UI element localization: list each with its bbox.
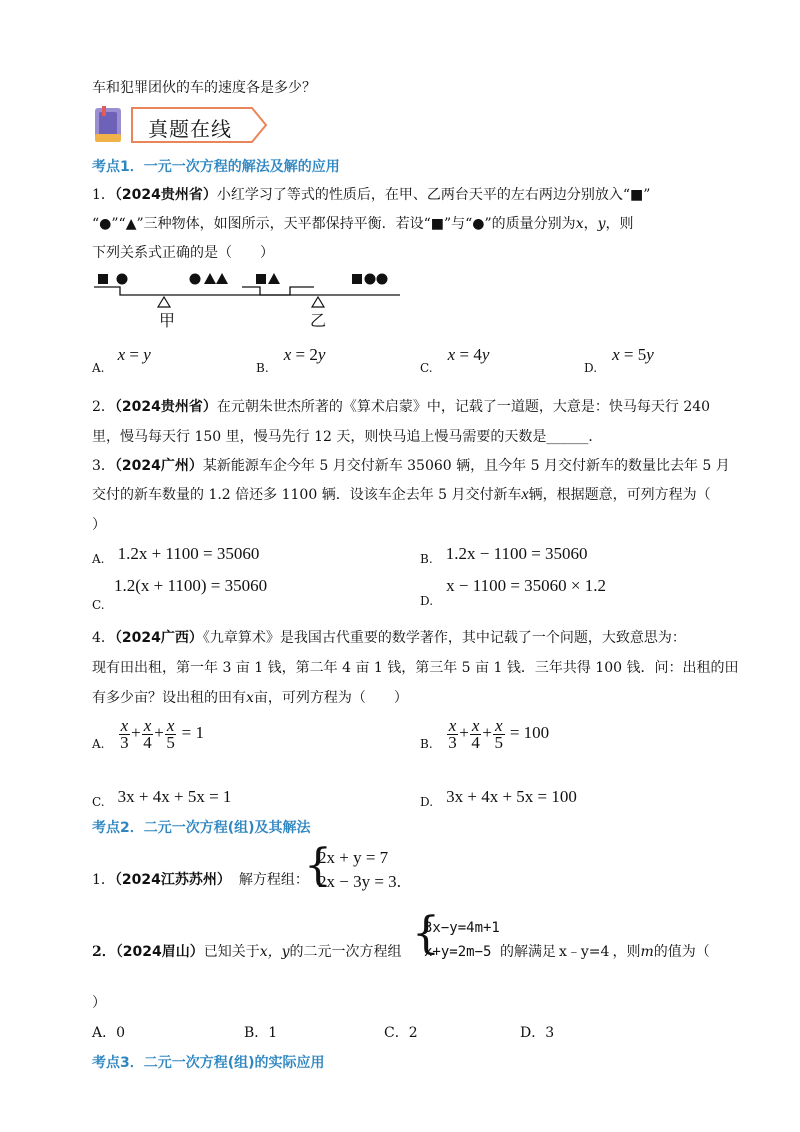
circle-shape: [365, 274, 376, 285]
k2-q2-option-b[interactable]: B．1: [244, 1025, 278, 1041]
q4-line3: 有多少亩？设出租的田有x亩，可列方程为（ ）: [92, 690, 408, 706]
triangle-shape: [204, 273, 216, 284]
balance-beam-a: [94, 287, 314, 295]
q1-option-c[interactable]: $_{C.}$ x = 4y: [420, 345, 490, 375]
q1-option-a[interactable]: $_{A.}$ x = y: [92, 345, 151, 375]
k2-q2-stem-b: 的解满足 x﹣y=4 ，则m的值为（: [500, 944, 710, 960]
system-eq2: x+y=2m−5: [424, 944, 492, 960]
fulcrum-b: [312, 297, 324, 307]
q1-line1: 1．（2024贵州省）小红学习了等式的性质后，在甲、乙两台天平的左右两边分别放入“■”: [92, 187, 651, 203]
q3-line3: ）: [92, 517, 106, 533]
q4-option-d[interactable]: $_{D.}$ 3x + 4x + 5x = 100: [420, 787, 577, 809]
q3-line1: 3．（2024广州）某新能源车企今年 5 月交付新车 35060 辆，且今年 5 月交付新车的数量比去年 5 月: [92, 458, 730, 474]
triangle-shape: [216, 273, 228, 284]
k2-q2-option-c[interactable]: C．2: [384, 1025, 418, 1041]
square-shape: [256, 274, 266, 284]
q4-line1: 4．（2024广西）《九章算术》是我国古代重要的数学著作，其中记载了一个问题，大致意思为：: [92, 630, 686, 646]
continued-question-line: 车和犯罪团伙的车的速度各是多少？: [92, 80, 316, 96]
k2-q2-option-d[interactable]: D．3: [520, 1025, 555, 1041]
q2-line2: 里，慢马每天行 150 里，慢马先行 12 天，则快马追上慢马需要的天数是______．: [92, 429, 603, 445]
q1-option-b[interactable]: $_{B.}$ x = 2y: [256, 345, 326, 375]
q3-option-c[interactable]: 1.2(x + 1100) = 35060 C.: [92, 576, 268, 612]
square-shape: [98, 274, 108, 284]
q3-option-a[interactable]: $_{A.}$ 1.2x + 1100 = 35060: [92, 544, 260, 566]
q4-line2: 现有田出租，第一年 3 亩 1 钱，第二年 4 亩 1 钱，第三年 5 亩 1 钱．三年共得 100 钱．问：出租的田: [92, 660, 739, 676]
q4-option-a[interactable]: $_{A.}$ $\frac{x}{3}$ + $\frac{x}{4}$ + $\frac{x}{5}$ = 1: [92, 716, 204, 752]
circle-shape: [377, 274, 388, 285]
system-eq1: 2x + y = 7: [318, 848, 389, 867]
section-banner: [92, 104, 272, 146]
system-brace: {: [304, 840, 332, 891]
balance-figure: [90, 265, 400, 335]
kaodian-2-title: 考点2．二元一次方程(组)及其解法: [92, 820, 311, 836]
figure-label-yi: 乙: [310, 311, 327, 330]
system-eq2: 2x − 3y = 3.: [318, 872, 401, 891]
q3-line2: 交付的新车数量的 1.2 倍还多 1100 辆．设该车企去年 5 月交付新车x辆，根据题意，可列方程为（: [92, 486, 711, 503]
square-shape: [352, 274, 362, 284]
q3-option-b[interactable]: $_{B.}$ 1.2x − 1100 = 35060: [420, 544, 588, 566]
balance-beam-b: [242, 287, 400, 295]
q3-option-d[interactable]: $_{D.}$ x − 1100 = 35060 × 1.2: [420, 576, 606, 608]
system-eq1: 3x−y=4m+1: [424, 920, 500, 936]
figure-label-jia: 甲: [159, 311, 176, 330]
q4-option-c[interactable]: $_{C.}$ 3x + 4x + 5x = 1: [92, 787, 232, 809]
q2-line1: 2．（2024贵州省）在元朝朱世杰所著的《算术启蒙》中，记载了一道题，大意是：快马每天行 240: [92, 399, 711, 415]
system-brace: {: [412, 908, 440, 959]
q1-option-d[interactable]: $_{D.}$ x = 5y: [584, 345, 654, 375]
kaodian-3-title: 考点3．二元一次方程(组)的实际应用: [92, 1055, 325, 1071]
k2-q2-option-a[interactable]: A．0: [92, 1025, 126, 1041]
triangle-shape: [268, 273, 280, 284]
q1-line3: 下列关系式正确的是（ ）: [92, 245, 274, 261]
circle-shape: [117, 274, 128, 285]
circle-shape: [190, 274, 201, 285]
banner-title: 真题在线: [148, 117, 232, 141]
k2-q2-stem-a: 2．（2024眉山）已知关于x，y的二元一次方程组: [92, 944, 402, 960]
kaodian-1-title: 考点1．一元一次方程的解法及解的应用: [92, 159, 340, 175]
k2-q1-stem: 1．（2024江苏苏州） 解方程组：: [92, 872, 309, 888]
q1-line2: “●”“▲”三种物体，如图所示，天平都保持平衡．若设“■”与“●”的质量分别为x，y，则: [92, 216, 634, 232]
k2-q2-line2: ）: [92, 995, 106, 1011]
q4-option-b[interactable]: $_{B.}$ $\frac{x}{3}$ + $\frac{x}{4}$ + $\frac{x}{5}$ = 100: [420, 716, 550, 752]
fulcrum-a: [158, 297, 170, 307]
